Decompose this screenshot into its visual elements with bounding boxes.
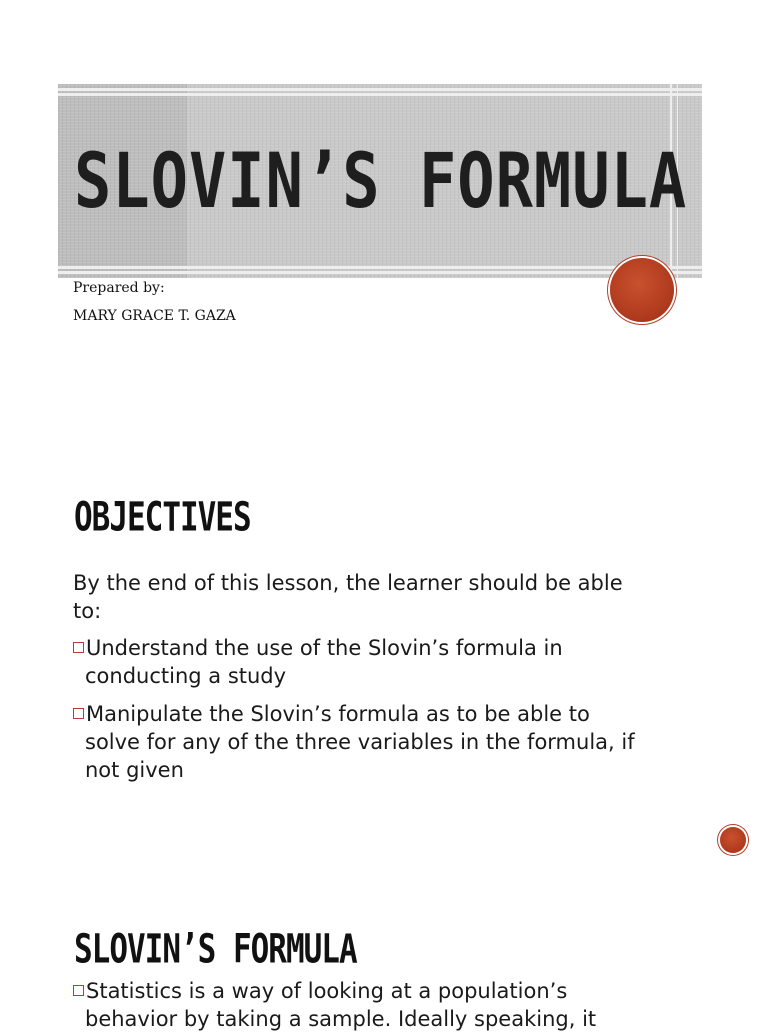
objective-bullet xyxy=(73,700,703,784)
intro-line: to: xyxy=(73,599,102,623)
title-slide xyxy=(0,0,768,430)
bullet-first-line xyxy=(73,977,703,1005)
slide-title: SLOVIN’S FORMULA xyxy=(74,136,688,226)
bullet-first-line xyxy=(73,634,703,662)
bullet-text: Manipulate the Slovin’s formula as to be able to xyxy=(86,702,590,726)
band-line xyxy=(58,271,702,274)
bullet-text: conducting a study xyxy=(85,664,287,688)
checkbox-square-icon xyxy=(73,985,84,996)
formula-heading: SLOVIN’S FORMULA xyxy=(74,926,357,973)
band-line xyxy=(58,88,702,91)
bullet-text: behavior by taking a sample. Ideally speaking, it xyxy=(85,1007,597,1031)
bullet-text: solve for any of the three variables in the formula, if xyxy=(85,730,635,754)
bullet-text: not given xyxy=(85,758,184,782)
bullet-first-line xyxy=(73,700,703,728)
checkbox-square-icon xyxy=(73,642,84,653)
author-name: MARY GRACE T. GAZA xyxy=(73,308,236,324)
prepared-by-label: Prepared by: xyxy=(73,280,165,296)
objectives-intro xyxy=(73,569,703,625)
title-band xyxy=(58,84,702,278)
objectives-heading: OBJECTIVES xyxy=(74,494,251,541)
formula-bullet xyxy=(73,977,703,1033)
bullet-text: Statistics is a way of looking at a population’s xyxy=(86,979,568,1003)
red-circle-icon xyxy=(720,827,746,853)
bullet-text: Understand the use of the Slovin’s formula in xyxy=(86,636,563,660)
objective-bullet xyxy=(73,634,703,690)
red-circle-icon xyxy=(610,258,674,322)
band-line xyxy=(58,266,702,269)
band-line xyxy=(58,93,702,96)
intro-line: By the end of this lesson, the learner should be able xyxy=(73,571,623,595)
checkbox-square-icon xyxy=(73,708,84,719)
